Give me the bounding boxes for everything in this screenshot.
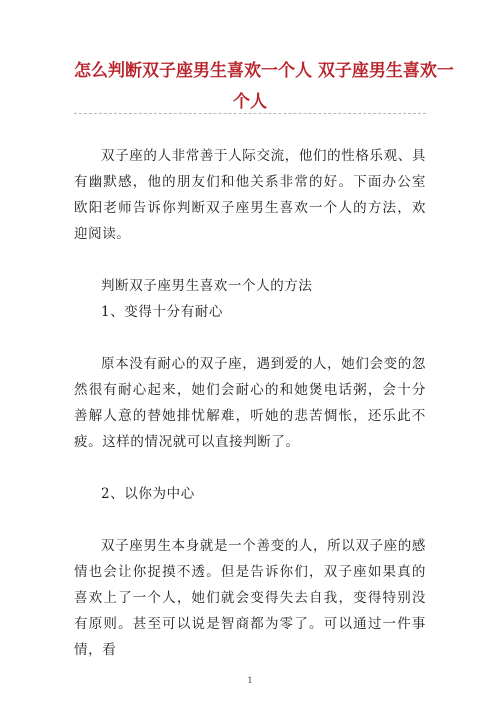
document-body xyxy=(74,143,426,663)
page-number: 1 xyxy=(247,676,253,685)
item-1-heading: 1、变得十分有耐心 xyxy=(101,304,223,320)
item-1-paragraph: 原本没有耐心的双子座，遇到爱的人，她们会变的忽然很有耐心起来，她们会耐心的和她煲电话粥，会十分善解人意的替她排忧解难，听她的悲苦惆怅，还乐此不疲。这样的情况就可以直接判断了。 xyxy=(74,356,426,450)
item-2-heading: 2、以你为中心 xyxy=(101,486,195,502)
spacer xyxy=(74,507,426,533)
spacer xyxy=(74,455,426,481)
title-divider xyxy=(74,113,426,114)
section-title: 判断双子座男生喜欢一个人的方法 xyxy=(101,278,313,294)
title-line-2: 个人 xyxy=(233,92,267,112)
item-2-paragraph: 双子座男生本身就是一个善变的人，所以双子座的感情也会让你捉摸不透。但是告诉你们，双子座如果真的喜欢上了一个人，她们就会变得失去自我，变得特别没有原则。甚至可以说是智商都为零了。可以通过一件事情，看 xyxy=(74,538,426,658)
spacer xyxy=(74,325,426,351)
intro-paragraph: 双子座的人非常善于人际交流，他们的性格乐观、具有幽默感，他的朋友们和他关系非常的好。下面办公室欧阳老师告诉你判断双子座男生喜欢一个人的方法，欢迎阅读。 xyxy=(74,148,426,242)
document-title xyxy=(74,56,454,118)
spacer xyxy=(74,247,426,273)
title-line-1: 怎么判断双子座男生喜欢一个人 双子座男生喜欢一 xyxy=(74,61,454,81)
